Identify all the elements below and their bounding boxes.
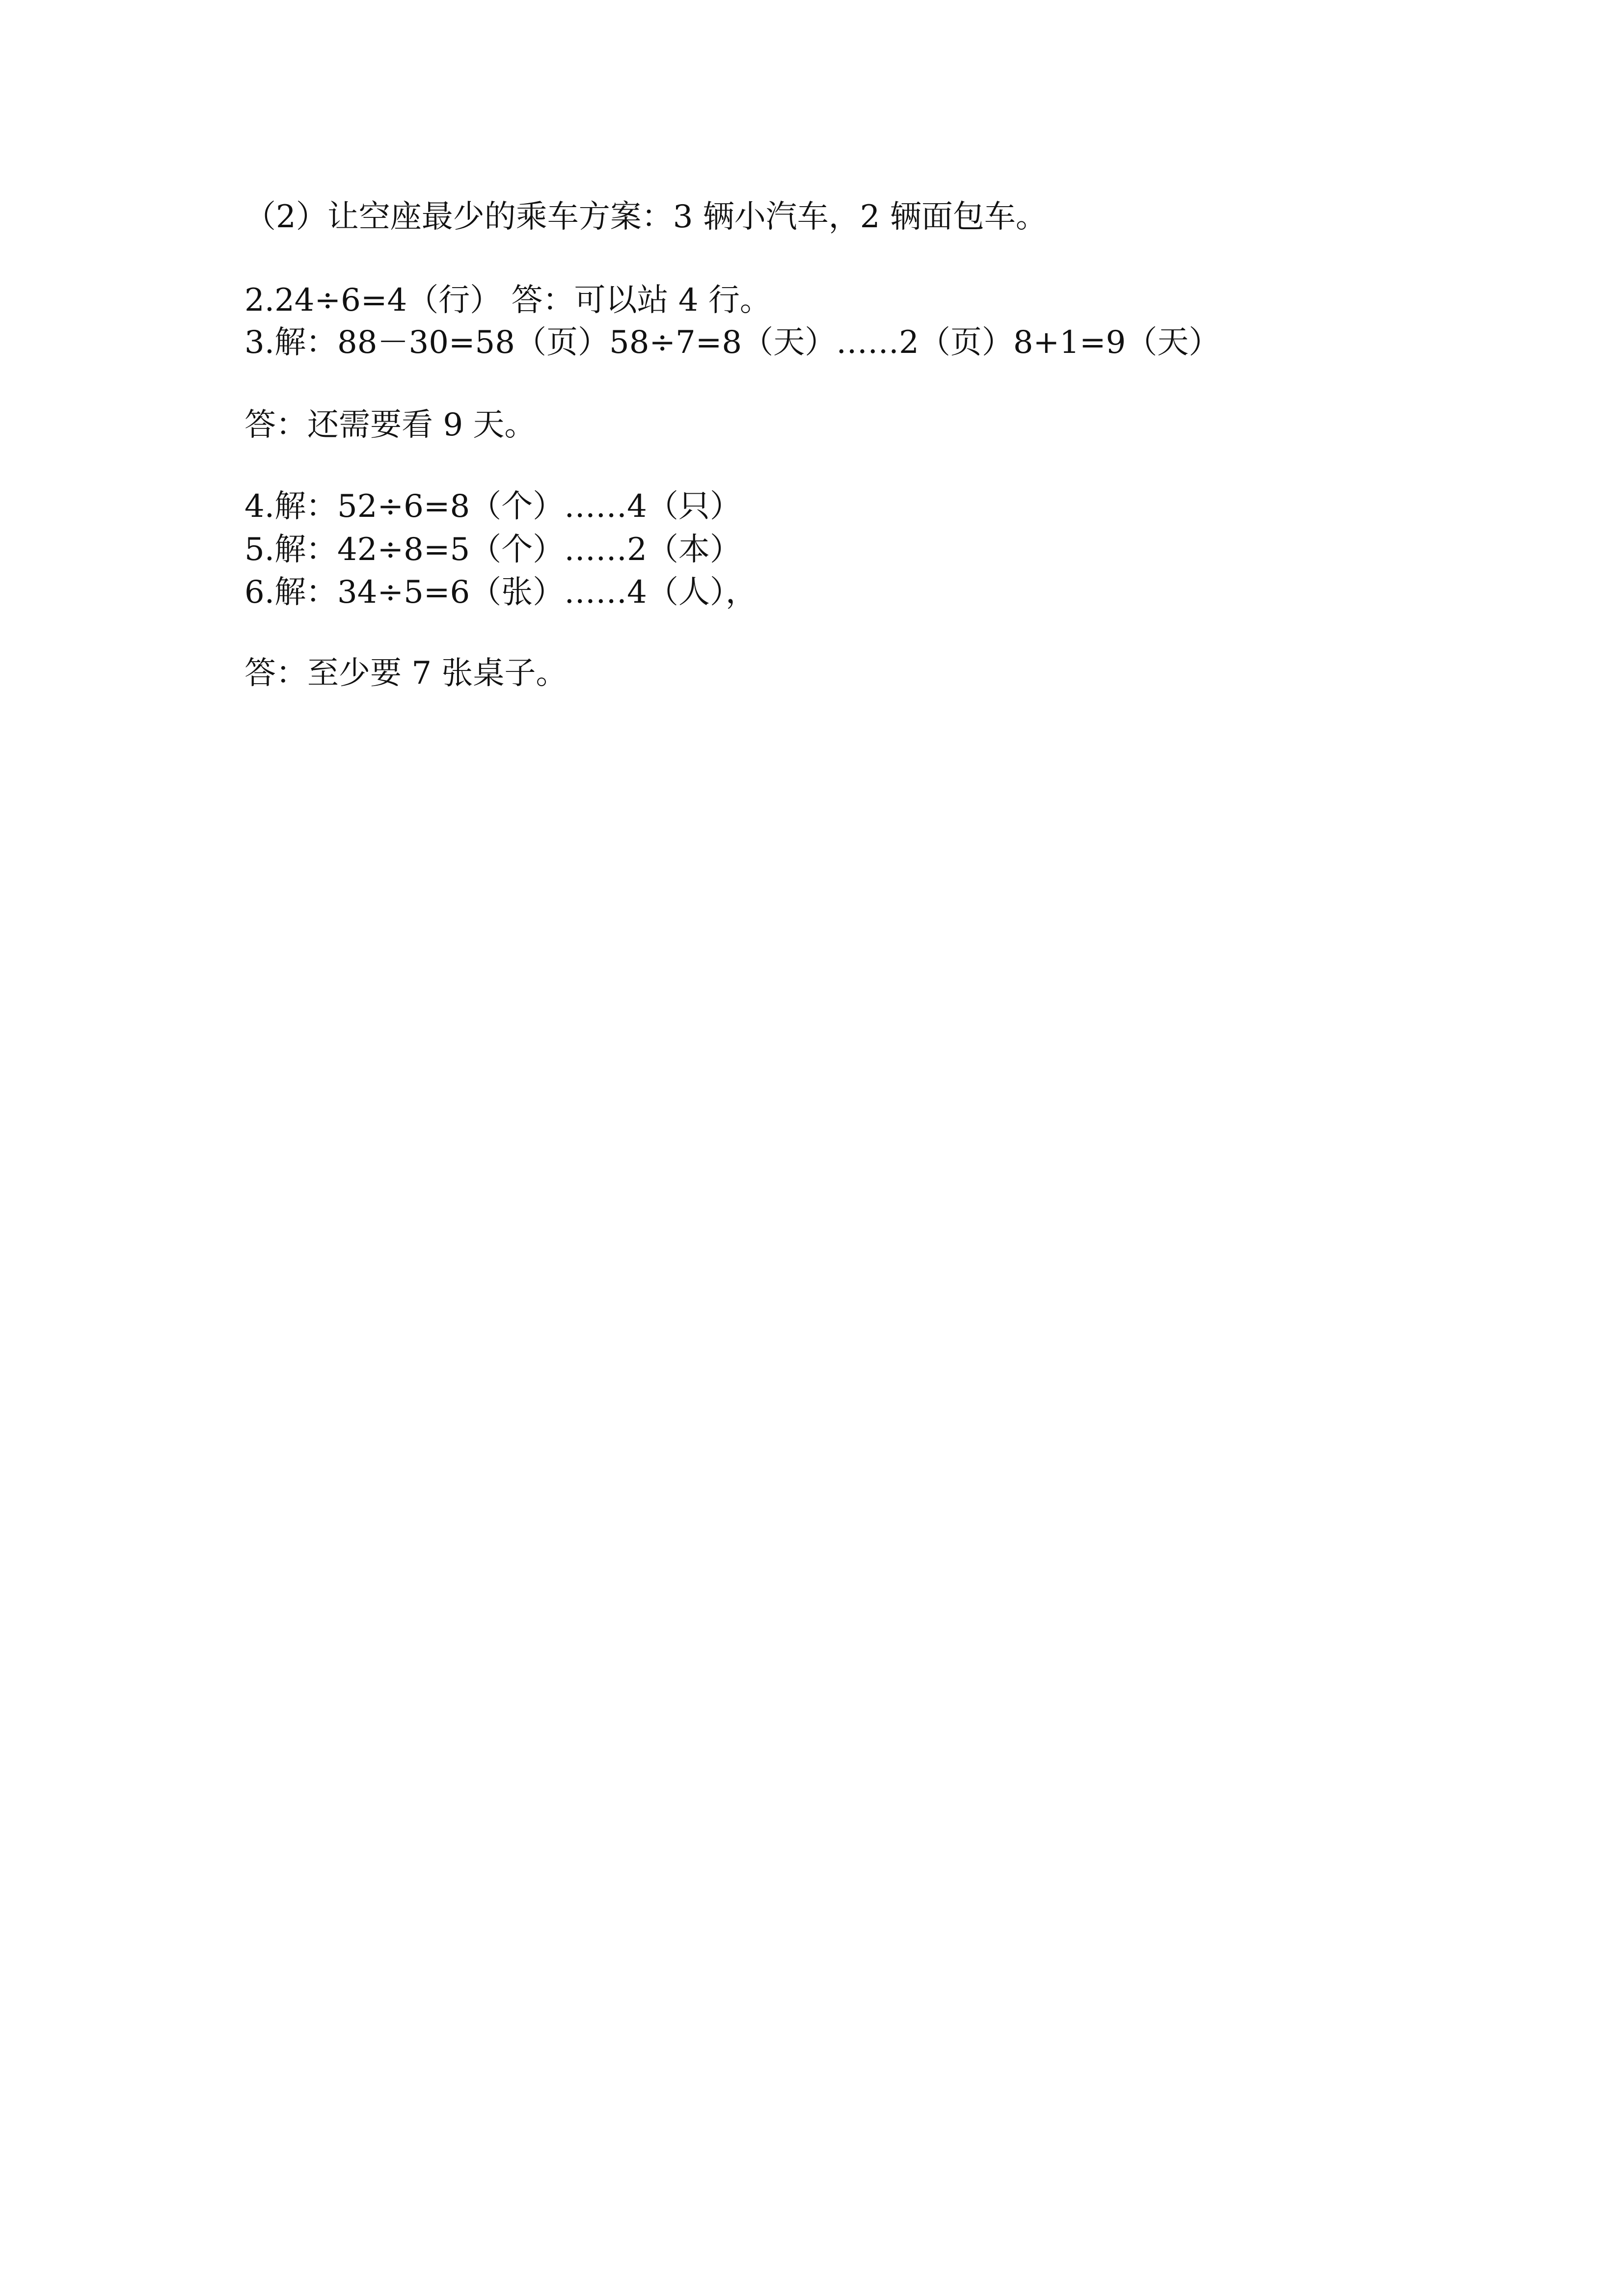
answer-line-5: 5.解：42÷8=5（个）……2（本） bbox=[244, 532, 741, 568]
answer-line-1-2: （2）让空座最少的乘车方案：3 辆小汽车，2 辆面包车。 bbox=[244, 199, 1047, 235]
answer-line-3-conclusion: 答：还需要看 9 天。 bbox=[244, 407, 536, 443]
answer-line-6-conclusion: 答：至少要 7 张桌子。 bbox=[244, 655, 568, 692]
answer-line-3: 3.解：88－30=58（页）58÷7=8（天）……2（页）8+1=9（天） bbox=[244, 324, 1220, 361]
answer-line-6: 6.解：34÷5=6（张）……4（人）， bbox=[244, 574, 757, 611]
answer-line-2: 2.24÷6=4（行） 答：可以站 4 行。 bbox=[244, 282, 771, 319]
answer-line-4: 4.解：52÷6=8（个）……4（只） bbox=[244, 488, 741, 525]
